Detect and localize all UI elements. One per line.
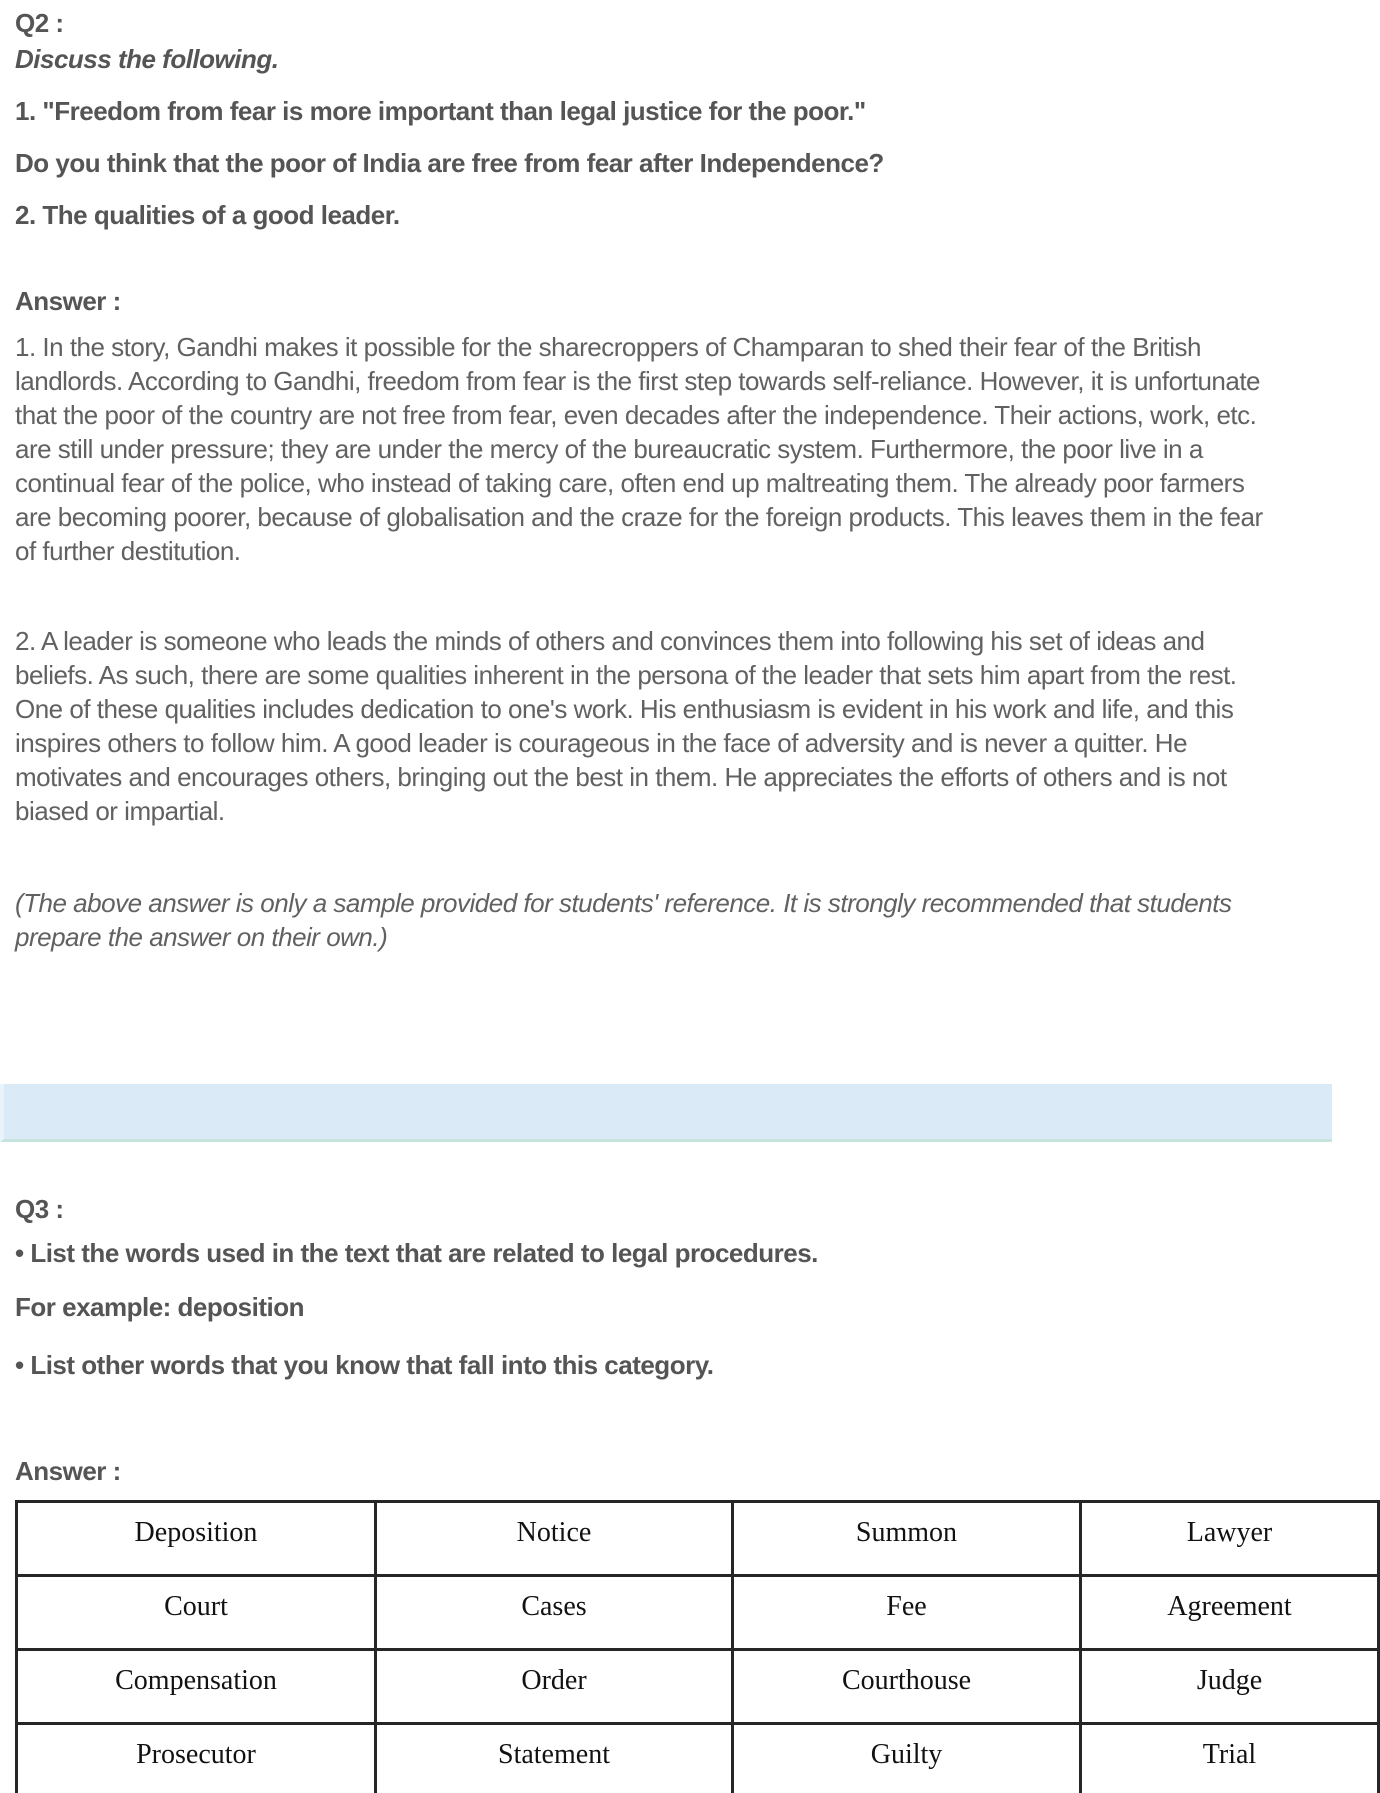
q2-answer-paragraph-2: 2. A leader is someone who leads the minds of others and convinces them into following his set of ideas and beliefs. As such, there are some qualities inherent in the persona of the leader that sets him apart from the rest. One of these qualities includes dedication to one's work. His enthusiasm is evident in his work and life, and this inspires others to follow him. A good leader is courageous in the face of adversity and is never a quitter. He motivates and encourages others, bringing out the best in them. He appreciates the efforts of others and is not biased or impartial.	[15, 626, 1250, 826]
table-cell: Statement	[376, 1724, 733, 1793]
q3-answer-label: Answer :	[15, 1456, 121, 1486]
question-3-section	[15, 1192, 1380, 1793]
q2-question-3: 2. The qualities of a good leader.	[15, 200, 400, 230]
q2-subtitle: Discuss the following.	[15, 44, 279, 74]
table-row	[17, 1576, 1379, 1650]
table-cell: Agreement	[1081, 1576, 1379, 1650]
question-2-section	[15, 6, 1380, 954]
q3-bullet-2: • List other words that you know that fall into this category.	[15, 1350, 714, 1380]
table-cell: Compensation	[17, 1650, 376, 1724]
q2-answer-paragraph-1: 1. In the story, Gandhi makes it possible for the sharecroppers of Champaran to shed their fear of the British landlords. According to Gandhi, freedom from fear is the first step towards self-reliance. However, it is unfortunate that the poor of the country are not free from fear, even decades after the independence. Their actions, work, etc. are still under pressure; they are under the mercy of the bureaucratic system. Furthermore, the poor live in a continual fear of the police, who instead of taking care, often end up maltreating them. The already poor farmers are becoming poorer, because of globalisation and the craze for the foreign products. This leaves them in the fear of further destitution.	[15, 332, 1270, 566]
legal-words-table	[15, 1500, 1380, 1793]
table-cell: Order	[376, 1650, 733, 1724]
section-divider-band	[0, 1084, 1332, 1142]
table-cell: Prosecutor	[17, 1724, 376, 1793]
table-cell: Cases	[376, 1576, 733, 1650]
q2-question-2: Do you think that the poor of India are free from fear after Independence?	[15, 148, 884, 178]
table-row	[17, 1502, 1379, 1576]
table-cell: Guilty	[733, 1724, 1081, 1793]
table-cell: Judge	[1081, 1650, 1379, 1724]
q3-label: Q3 :	[15, 1194, 64, 1224]
table-cell: Notice	[376, 1502, 733, 1576]
q2-label: Q2 :	[15, 8, 64, 38]
table-cell: Lawyer	[1081, 1502, 1379, 1576]
q2-question-1: 1. "Freedom from fear is more important than legal justice for the poor."	[15, 96, 866, 126]
q2-answer-label: Answer :	[15, 286, 121, 316]
table-cell: Deposition	[17, 1502, 376, 1576]
q3-bullet-1: • List the words used in the text that are related to legal procedures.	[15, 1238, 818, 1268]
table-row	[17, 1724, 1379, 1793]
table-cell: Courthouse	[733, 1650, 1081, 1724]
table-cell: Summon	[733, 1502, 1081, 1576]
table-cell: Fee	[733, 1576, 1081, 1650]
q3-example: For example: deposition	[15, 1292, 304, 1322]
table-row	[17, 1650, 1379, 1724]
table-cell: Court	[17, 1576, 376, 1650]
table-cell: Trial	[1081, 1724, 1379, 1793]
q2-sample-note: (The above answer is only a sample provided for students' reference. It is strongly recommended that students prepare the answer on their own.)	[15, 888, 1232, 952]
